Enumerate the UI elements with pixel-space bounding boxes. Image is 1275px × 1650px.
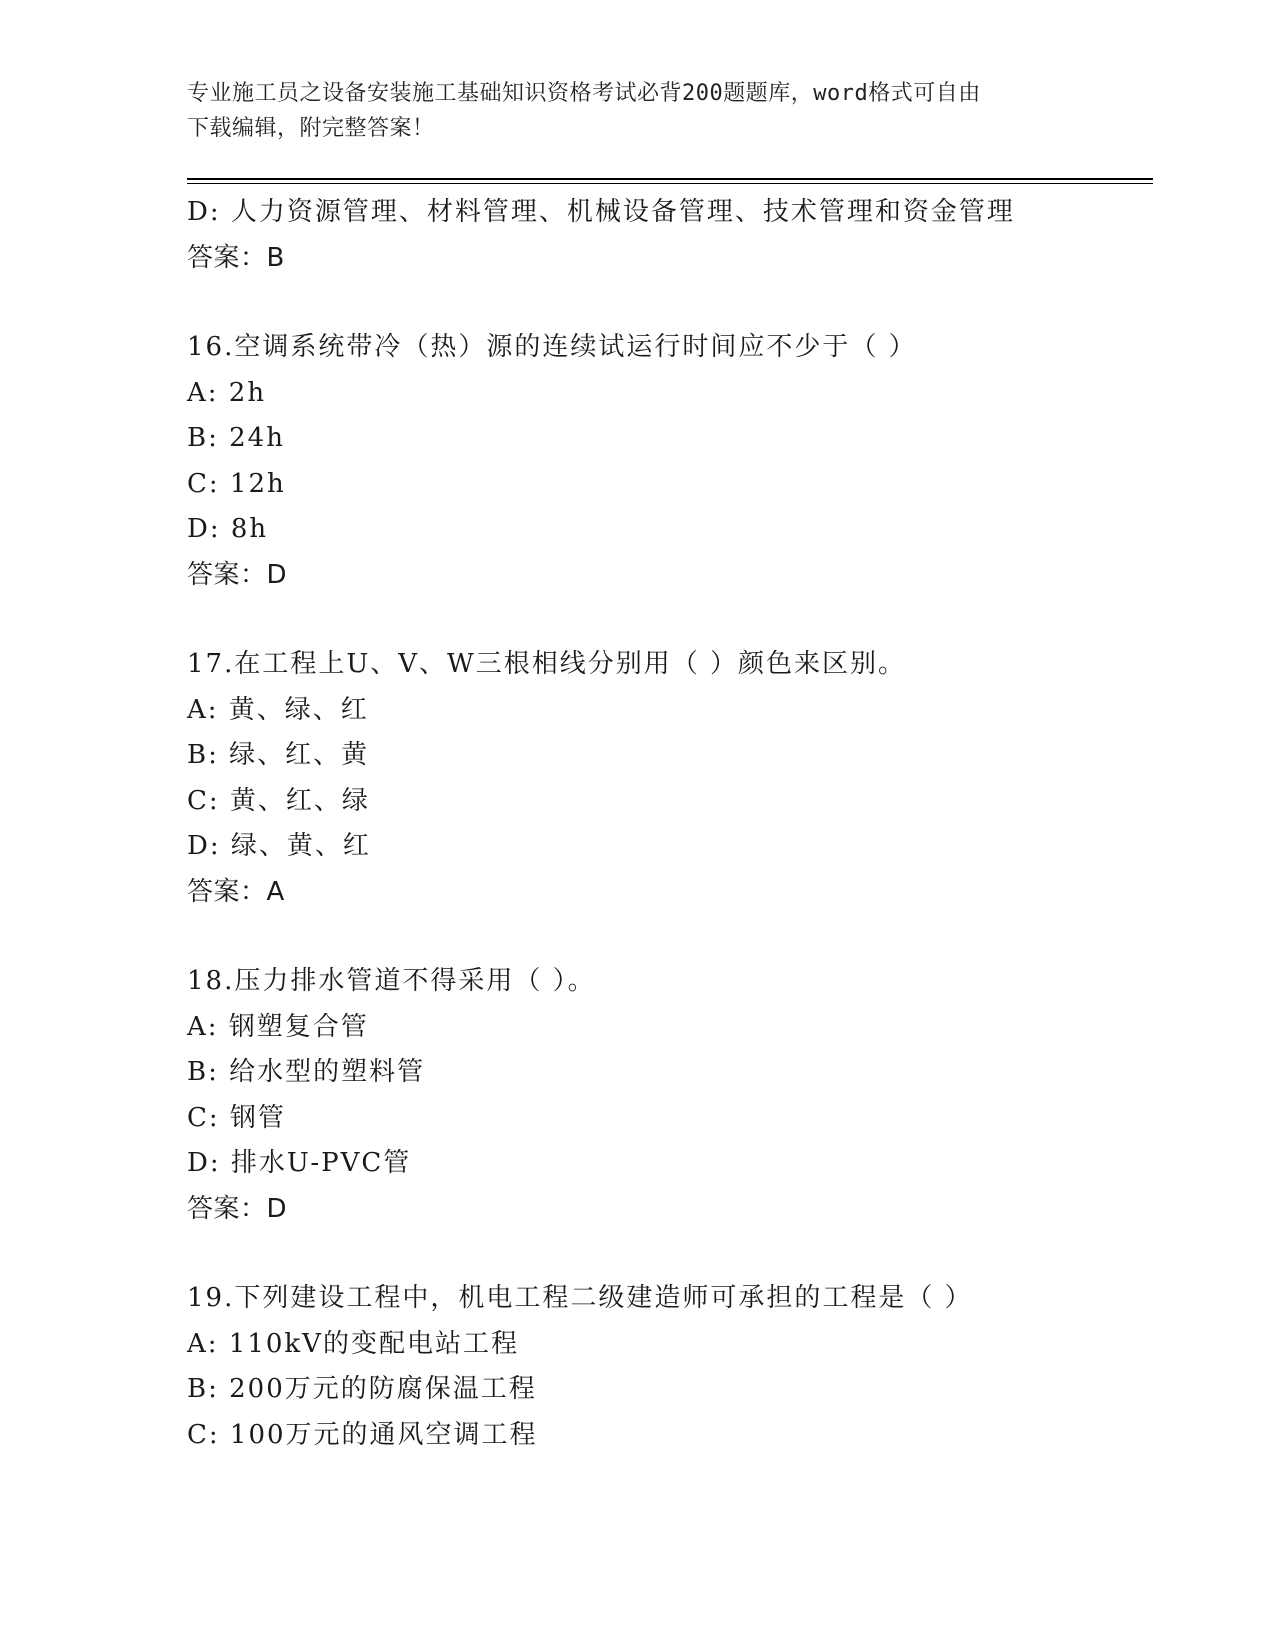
spacer	[187, 1232, 1147, 1276]
option-a: A: 110kV的变配电站工程	[187, 1328, 519, 1359]
question-text: 16.空调系统带冷（热）源的连续试运行时间应不少于（ ）	[187, 332, 917, 362]
option-d: D: 绿、黄、红	[187, 831, 371, 861]
option-a: A: 黄、绿、红	[187, 694, 369, 725]
option-c: C: 100万元的通风空调工程	[187, 1419, 538, 1450]
option-c: C: 黄、红、绿	[187, 785, 370, 816]
question-17	[187, 642, 1147, 915]
option-c: C: 12h	[187, 468, 286, 499]
question-16	[187, 325, 1147, 598]
option-d: D: 8h	[187, 514, 269, 544]
question-18	[187, 959, 1147, 1232]
option-d: D: 排水U-PVC管	[187, 1148, 412, 1178]
option-b: B: 24h	[187, 423, 285, 453]
answer: 答案：D	[187, 1193, 288, 1224]
question-text: 18.压力排水管道不得采用（ ）。	[187, 966, 596, 996]
question-19	[187, 1276, 1147, 1458]
document-body	[187, 190, 1147, 1458]
answer: 答案：D	[187, 559, 288, 590]
option-d: D: 人力资源管理、材料管理、机械设备管理、技术管理和资金管理	[187, 197, 1015, 227]
header-line-1: 专业施工员之设备安装施工基础知识资格考试必背200题题库，word格式可自由	[187, 81, 981, 106]
option-b: B: 200万元的防腐保温工程	[187, 1374, 537, 1404]
question-text: 19.下列建设工程中，机电工程二级建造师可承担的工程是（ ）	[187, 1283, 973, 1313]
spacer	[187, 915, 1147, 959]
previous-question-tail	[187, 190, 1147, 281]
option-c: C: 钢管	[187, 1102, 286, 1133]
header-divider-thick	[187, 178, 1153, 180]
document-header	[187, 76, 1087, 146]
option-a: A: 钢塑复合管	[187, 1011, 369, 1042]
answer: 答案：A	[187, 876, 285, 907]
option-a: A: 2h	[187, 377, 267, 408]
spacer	[187, 281, 1147, 325]
question-text: 17.在工程上U、V、W三根相线分别用（ ）颜色来区别。	[187, 649, 907, 679]
answer: 答案：B	[187, 242, 285, 273]
option-b: B: 给水型的塑料管	[187, 1057, 426, 1087]
spacer	[187, 598, 1147, 642]
header-line-2: 下载编辑，附完整答案！	[187, 116, 435, 141]
header-divider-thin	[187, 183, 1153, 184]
option-b: B: 绿、红、黄	[187, 740, 370, 770]
